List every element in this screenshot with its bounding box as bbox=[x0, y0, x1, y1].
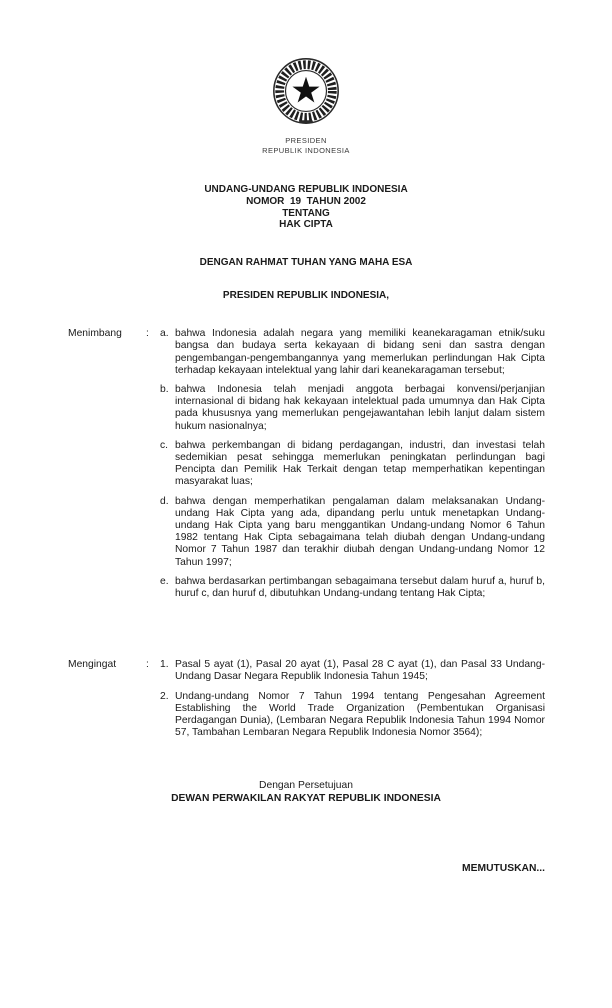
item-marker: e. bbox=[160, 575, 169, 587]
menimbang-label: Menimbang bbox=[68, 328, 122, 340]
garuda-wreath-star-icon bbox=[267, 52, 345, 130]
menimbang-item-c bbox=[160, 440, 545, 489]
menimbang-section bbox=[0, 328, 612, 607]
item-text: Pasal 5 ayat (1), Pasal 20 ayat (1), Pasal 28 C ayat (1), dan Pasal 33 Undang-Undang Dasar Negara Republik Indonesia Tahun 1945; bbox=[175, 659, 545, 683]
agreement-line-1: Dengan Persetujuan bbox=[259, 780, 353, 792]
letterhead-republik: REPUBLIK INDONESIA bbox=[262, 146, 350, 155]
item-marker: b. bbox=[160, 384, 169, 395]
mengingat-section bbox=[0, 659, 612, 746]
item-marker: a. bbox=[160, 328, 169, 340]
item-marker: d. bbox=[160, 495, 169, 507]
menimbang-colon: : bbox=[146, 328, 149, 340]
invocation-line: DENGAN RAHMAT TUHAN YANG MAHA ESA bbox=[199, 257, 413, 269]
title-line-3: TENTANG bbox=[282, 207, 330, 219]
document-title bbox=[0, 184, 612, 231]
title-line-4: HAK CIPTA bbox=[279, 219, 333, 231]
mengingat-colon: : bbox=[146, 659, 149, 671]
item-marker: 2. bbox=[160, 690, 169, 702]
item-text: bahwa dengan memperhatikan pengalaman dalam melaksanakan Undang-undang Hak Cipta yang ada, dipandang perlu untuk menetapkan Undang-undang Hak Cipta yang baru menggantikan Undang-undang Nomor 6 Tahun 1982 tentang Hak Cipta sebagaimana telah diubah dengan Undang-undang Nomor 7 Tahun 1987 dan terakhir diubah dengan Undang-undang Nomor 12 Tahun 1997; bbox=[175, 495, 545, 568]
menimbang-item-e bbox=[160, 576, 545, 600]
item-text: bahwa Indonesia adalah negara yang memiliki keanekaragaman etnik/suku bangsa dan budaya serta kekayaan di bidang seni dan sastra dengan pengembangan-pengembangannya yang memerlukan perlindungan Hak Cipta terhadap kekayaan intelektual yang lahir dari keanekaragaman tersebut; bbox=[175, 328, 545, 376]
letterhead bbox=[0, 136, 612, 156]
item-marker: c. bbox=[160, 439, 169, 451]
title-line-2: NOMOR 19 TAHUN 2002 bbox=[246, 195, 366, 207]
item-text: bahwa Indonesia telah menjadi anggota berbagai konvensi/perjanjian internasional di bidang hak kekayaan intelektual pada umumnya dan Hak Cipta pada khususnya yang memerlukan pengejawantahan lebih lanjut dalam sistem hukum nasionalnya; bbox=[175, 384, 545, 432]
authority-line: PRESIDEN REPUBLIK INDONESIA, bbox=[222, 290, 390, 302]
national-emblem bbox=[267, 52, 345, 130]
letterhead-presiden: PRESIDEN bbox=[285, 136, 327, 145]
mengingat-items bbox=[160, 659, 545, 746]
item-text: Undang-undang Nomor 7 Tahun 1994 tentang Pengesahan Agreement Establishing the World Trade Organization (Pembentukan Organisasi Perdagangan Dunia), (Lembaran Negara Republik Indonesia Tahun 1994 Nomor 57, Tambahan Lembaran Negara Republik Indonesia Nomor 3564); bbox=[175, 690, 545, 739]
menimbang-item-b bbox=[160, 384, 545, 433]
mengingat-item-1 bbox=[160, 659, 545, 683]
menimbang-item-a bbox=[160, 328, 545, 377]
menimbang-items bbox=[160, 328, 545, 607]
memutuskan-line: MEMUTUSKAN... bbox=[462, 862, 545, 874]
agreement-block bbox=[0, 780, 612, 804]
item-marker: 1. bbox=[160, 659, 169, 671]
agreement-line-2: DEWAN PERWAKILAN RAKYAT REPUBLIK INDONESIA bbox=[171, 792, 441, 804]
title-line-1: UNDANG-UNDANG REPUBLIK INDONESIA bbox=[204, 184, 408, 195]
mengingat-label: Mengingat bbox=[68, 659, 117, 671]
mengingat-item-2 bbox=[160, 691, 545, 740]
menimbang-item-d bbox=[160, 496, 545, 569]
item-text: bahwa berdasarkan pertimbangan sebagaimana tersebut dalam huruf a, huruf b, huruf c, dan huruf d, dibutuhkan Undang-undang tentang Hak Cipta; bbox=[175, 575, 545, 600]
item-text: bahwa perkembangan di bidang perdagangan, industri, dan investasi telah sedemikian pesat sehingga memerlukan peningkatan perlindungan bagi Pencipta dan Pemilik Hak Terkait dengan tetap memperhatikan kepentingan masyarakat luas; bbox=[175, 439, 545, 488]
